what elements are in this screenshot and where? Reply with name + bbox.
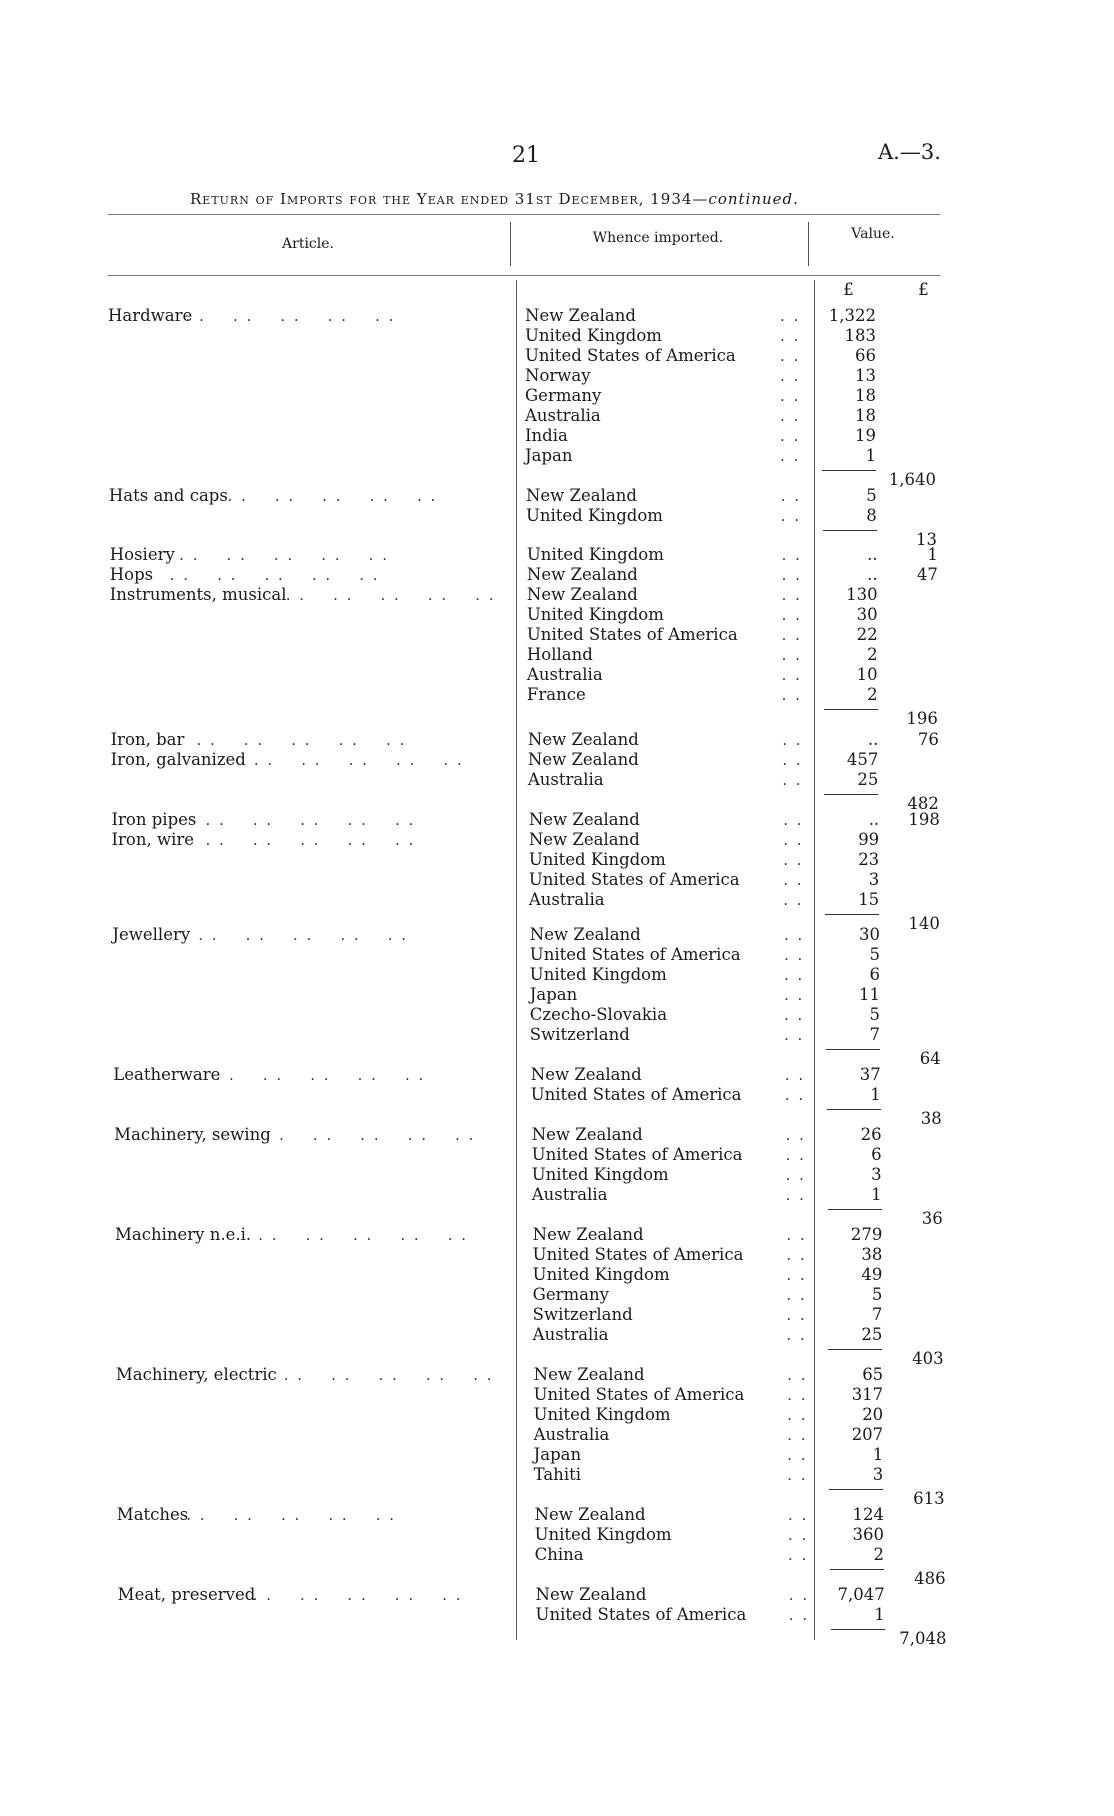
origin-country: Switzerland bbox=[529, 1025, 630, 1044]
origin-country: China bbox=[534, 1545, 584, 1564]
origin-country: United States of America bbox=[532, 1245, 744, 1264]
origin-value: 279 bbox=[850, 1225, 883, 1244]
article-name: Hats and caps bbox=[108, 486, 228, 505]
article-total: 76 bbox=[917, 730, 939, 749]
article-name: Machinery n.e.i. bbox=[115, 1225, 252, 1244]
origin-value: .. bbox=[867, 730, 879, 749]
column-header-whence: Whence imported. bbox=[592, 230, 724, 246]
origin-country: United States of America bbox=[528, 870, 740, 889]
article-total: 7,048 bbox=[899, 1629, 947, 1648]
article-total: 140 bbox=[908, 914, 940, 933]
origin-country: United Kingdom bbox=[526, 545, 664, 564]
origin-leader-dots: . . bbox=[781, 626, 802, 644]
origin-value: 26 bbox=[860, 1125, 882, 1144]
origin-leader-dots: . . bbox=[780, 447, 801, 465]
origin-leader-dots: . . bbox=[781, 666, 802, 684]
origin-country: United States of America bbox=[533, 1385, 745, 1404]
origin-country: Germany bbox=[532, 1285, 609, 1304]
origin-leader-dots: . . bbox=[787, 1466, 808, 1484]
origin-leader-dots: . . bbox=[783, 851, 804, 869]
origin-value: 30 bbox=[856, 605, 878, 624]
article-name: Instruments, musical bbox=[109, 585, 287, 604]
origin-leader-dots: . . bbox=[787, 1366, 808, 1384]
value-unit-right: £ bbox=[918, 280, 929, 300]
article-name: Meat, preserved bbox=[117, 1585, 256, 1604]
origin-country: New Zealand bbox=[525, 306, 636, 325]
origin-leader-dots: . . bbox=[786, 1306, 807, 1324]
article-name: Hops bbox=[109, 565, 154, 584]
origin-value: 1 bbox=[872, 1445, 884, 1464]
leader-dots: . . . . . . . . . . bbox=[205, 831, 416, 849]
origin-value: 1 bbox=[865, 446, 876, 465]
origin-value: 66 bbox=[855, 346, 876, 365]
article-name: Iron pipes bbox=[111, 810, 197, 829]
leader-dots: . . . . . . . . . . bbox=[186, 1506, 396, 1524]
origin-value: .. bbox=[867, 565, 878, 584]
leader-dots: . . . . . . . . . . bbox=[283, 1366, 494, 1384]
origin-country: United States of America bbox=[531, 1145, 743, 1164]
origin-value: 30 bbox=[859, 925, 880, 944]
subtotal-rule bbox=[826, 1049, 880, 1050]
origin-value: 13 bbox=[855, 366, 876, 385]
origin-country: New Zealand bbox=[534, 1505, 646, 1524]
origin-country: Norway bbox=[525, 366, 591, 385]
origin-value: 23 bbox=[858, 850, 880, 869]
leader-dots: . . . . . . . . . . bbox=[265, 1126, 476, 1144]
origin-country: United Kingdom bbox=[534, 1525, 672, 1544]
origin-country: Australia bbox=[532, 1325, 609, 1344]
origin-country: United States of America bbox=[530, 1085, 742, 1104]
origin-leader-dots: . . bbox=[788, 1546, 809, 1564]
origin-leader-dots: . . bbox=[781, 606, 802, 624]
origin-value: 10 bbox=[856, 665, 878, 684]
origin-country: New Zealand bbox=[533, 1365, 645, 1384]
origin-leader-dots: . . bbox=[782, 731, 803, 749]
origin-leader-dots: . . bbox=[786, 1326, 807, 1344]
origin-value: 22 bbox=[856, 625, 878, 644]
article-name: Machinery, electric bbox=[115, 1365, 277, 1384]
origin-leader-dots: . . bbox=[784, 1066, 806, 1084]
origin-value: 38 bbox=[861, 1245, 883, 1264]
leader-dots: . . . . . . . . . . bbox=[258, 1226, 469, 1244]
origin-value: 1 bbox=[871, 1185, 882, 1204]
subtotal-rule bbox=[828, 1209, 882, 1210]
origin-value: .. bbox=[867, 545, 878, 564]
origin-leader-dots: . . bbox=[783, 831, 804, 849]
origin-leader-dots: . . bbox=[785, 1186, 806, 1204]
origin-value: 20 bbox=[862, 1405, 884, 1424]
subtotal-rule bbox=[827, 1109, 881, 1110]
leader-dots: . . . . . . . . . . bbox=[205, 811, 416, 829]
origin-leader-dots: . . bbox=[787, 1406, 808, 1424]
origin-country: New Zealand bbox=[528, 810, 640, 829]
origin-value: 183 bbox=[844, 326, 876, 345]
origin-leader-dots: . . bbox=[787, 1426, 808, 1444]
origin-country: Australia bbox=[528, 890, 605, 909]
origin-leader-dots: . . bbox=[782, 771, 803, 789]
origin-leader-dots: . . bbox=[780, 327, 801, 345]
origin-leader-dots: . . bbox=[784, 926, 805, 944]
origin-leader-dots: . . bbox=[780, 407, 801, 425]
article-name: Iron, wire bbox=[111, 830, 195, 849]
origin-leader-dots: . . bbox=[784, 1026, 805, 1044]
origin-value: 1 bbox=[870, 1085, 881, 1104]
origin-country: New Zealand bbox=[530, 1065, 642, 1084]
origin-country: New Zealand bbox=[531, 1125, 643, 1144]
origin-value: 207 bbox=[851, 1425, 884, 1444]
origin-country: France bbox=[526, 685, 586, 704]
table-title-main: Return of Imports for the Year ended 31st December, 1934— bbox=[190, 190, 709, 208]
article-name: Machinery, sewing bbox=[114, 1125, 271, 1144]
origin-country: Switzerland bbox=[532, 1305, 633, 1324]
origin-value: 25 bbox=[857, 770, 879, 789]
origin-country: Japan bbox=[533, 1445, 582, 1464]
subtotal-rule bbox=[828, 1349, 882, 1350]
origin-country: New Zealand bbox=[526, 585, 638, 604]
article-total: 198 bbox=[908, 810, 940, 829]
article-total: 482 bbox=[907, 794, 939, 813]
subtotal-rule bbox=[825, 914, 879, 915]
origin-value: 2 bbox=[867, 645, 878, 664]
article-total: 613 bbox=[913, 1489, 945, 1508]
article-total: 64 bbox=[919, 1049, 941, 1068]
subtotal-rule bbox=[824, 794, 878, 795]
leader-dots: . . . . . . . . . . bbox=[215, 1066, 426, 1084]
article-total: 486 bbox=[914, 1569, 946, 1588]
origin-leader-dots: . . bbox=[782, 751, 803, 769]
origin-value: 37 bbox=[859, 1065, 881, 1084]
origin-leader-dots: . . bbox=[785, 1126, 806, 1144]
origin-value: 65 bbox=[862, 1365, 884, 1384]
column-header-article: Article. bbox=[282, 236, 334, 252]
origin-country: Tahiti bbox=[533, 1465, 581, 1484]
origin-leader-dots: . . bbox=[784, 946, 805, 964]
origin-value: 5 bbox=[866, 486, 877, 505]
origin-value: .. bbox=[868, 810, 880, 829]
origin-leader-dots: . . bbox=[783, 811, 804, 829]
origin-value: 5 bbox=[869, 1005, 880, 1024]
origin-value: 5 bbox=[871, 1285, 883, 1304]
article-name: Iron, galvanized bbox=[110, 750, 246, 769]
origin-country: India bbox=[525, 426, 568, 445]
origin-leader-dots: . . bbox=[786, 1246, 807, 1264]
origin-leader-dots: . . bbox=[786, 1266, 807, 1284]
subtotal-rule bbox=[823, 530, 877, 531]
leader-dots: . . . . . . . . . . bbox=[227, 487, 438, 505]
origin-value: 457 bbox=[846, 750, 879, 769]
origin-value: 7 bbox=[869, 1025, 880, 1044]
origin-country: Australia bbox=[531, 1185, 608, 1204]
origin-value: 2 bbox=[867, 685, 878, 704]
origin-country: Japan bbox=[525, 446, 573, 465]
article-total: 403 bbox=[912, 1349, 944, 1368]
article-name: Matches bbox=[116, 1505, 189, 1524]
origin-country: United States of America bbox=[526, 625, 738, 644]
origin-country: United Kingdom bbox=[529, 965, 667, 984]
origin-country: New Zealand bbox=[527, 750, 639, 769]
origin-value: 6 bbox=[871, 1145, 882, 1164]
origin-leader-dots: . . bbox=[783, 891, 804, 909]
origin-leader-dots: . . bbox=[780, 507, 802, 525]
article-total: 13 bbox=[915, 530, 937, 549]
origin-leader-dots: . . bbox=[784, 966, 805, 984]
origin-country: United Kingdom bbox=[533, 1405, 671, 1424]
origin-country: Australia bbox=[527, 770, 604, 789]
leader-dots: . . . . . . . . . . bbox=[198, 926, 408, 944]
leader-dots: . . . . . . . . . . bbox=[185, 307, 396, 325]
origin-value: 5 bbox=[869, 945, 880, 964]
origin-country: New Zealand bbox=[529, 925, 641, 944]
origin-leader-dots: . . bbox=[785, 1166, 806, 1184]
origin-country: United Kingdom bbox=[525, 506, 663, 525]
origin-leader-dots: . . bbox=[781, 586, 802, 604]
origin-country: Japan bbox=[529, 985, 578, 1004]
origin-leader-dots: . . bbox=[785, 1146, 806, 1164]
origin-leader-dots: . . bbox=[788, 1586, 810, 1604]
origin-leader-dots: . . bbox=[781, 566, 802, 584]
origin-country: Australia bbox=[525, 406, 601, 425]
article-name: Hardware bbox=[108, 306, 193, 325]
origin-country: United Kingdom bbox=[532, 1265, 670, 1284]
article-total: 1 bbox=[927, 545, 938, 564]
page-number: 21 bbox=[512, 143, 540, 168]
origin-value: 3 bbox=[872, 1465, 884, 1484]
origin-country: United States of America bbox=[529, 945, 741, 964]
origin-value: 99 bbox=[858, 830, 880, 849]
origin-value: 7 bbox=[871, 1305, 883, 1324]
origin-country: Czecho-Slovakia bbox=[529, 1005, 668, 1024]
origin-value: 1 bbox=[874, 1605, 885, 1624]
origin-leader-dots: . . bbox=[788, 1606, 810, 1624]
article-name: Iron, bar bbox=[110, 730, 185, 749]
origin-leader-dots: . . bbox=[783, 871, 804, 889]
subtotal-rule bbox=[829, 1489, 883, 1490]
origin-country: United Kingdom bbox=[531, 1165, 669, 1184]
article-total: 36 bbox=[921, 1209, 943, 1228]
origin-country: New Zealand bbox=[528, 830, 640, 849]
origin-leader-dots: . . bbox=[786, 1226, 807, 1244]
origin-country: United Kingdom bbox=[526, 605, 664, 624]
origin-value: 2 bbox=[873, 1545, 884, 1564]
origin-leader-dots: . . bbox=[784, 1006, 805, 1024]
origin-value: 124 bbox=[852, 1505, 884, 1524]
leader-dots: . . . . . . . . . . bbox=[253, 751, 464, 769]
origin-leader-dots: . . bbox=[784, 986, 805, 1004]
origin-country: United States of America bbox=[525, 346, 736, 365]
origin-country: Germany bbox=[525, 386, 602, 405]
origin-leader-dots: . . bbox=[786, 1286, 807, 1304]
origin-country: New Zealand bbox=[526, 565, 638, 584]
origin-value: 360 bbox=[852, 1525, 884, 1544]
leader-dots: . . . . . . . . . . bbox=[285, 586, 496, 604]
origin-leader-dots: . . bbox=[781, 646, 802, 664]
origin-country: Australia bbox=[533, 1425, 610, 1444]
origin-country: United Kingdom bbox=[528, 850, 666, 869]
origin-value: 49 bbox=[861, 1265, 883, 1284]
value-unit-left: £ bbox=[843, 280, 854, 300]
article-name: Hosiery bbox=[109, 545, 175, 564]
article-total: 196 bbox=[906, 709, 938, 728]
origin-value: 11 bbox=[859, 985, 880, 1004]
article-total: 38 bbox=[920, 1109, 942, 1128]
origin-leader-dots: . . bbox=[780, 387, 801, 405]
leader-dots: . . . . . . . . . . bbox=[169, 566, 380, 584]
subtotal-rule bbox=[831, 1629, 885, 1630]
origin-leader-dots: . . bbox=[787, 1446, 808, 1464]
origin-country: United Kingdom bbox=[525, 326, 662, 345]
origin-value: 3 bbox=[871, 1165, 882, 1184]
origin-value: 18 bbox=[855, 406, 876, 425]
article-name: Jewellery bbox=[112, 925, 191, 944]
origin-leader-dots: . . bbox=[780, 347, 801, 365]
subtotal-rule bbox=[824, 709, 878, 710]
origin-country: New Zealand bbox=[535, 1585, 647, 1604]
origin-leader-dots: . . bbox=[780, 427, 801, 445]
origin-leader-dots: . . bbox=[781, 546, 802, 564]
table-title-continued: continued. bbox=[708, 190, 799, 208]
article-total: 47 bbox=[916, 565, 938, 584]
origin-leader-dots: . . bbox=[780, 367, 801, 385]
document-reference: A.—3. bbox=[878, 140, 941, 164]
origin-country: New Zealand bbox=[527, 730, 639, 749]
leader-dots: . . . . . . . . . . bbox=[252, 1586, 463, 1604]
origin-value: 3 bbox=[868, 870, 880, 889]
origin-value: 18 bbox=[855, 386, 876, 405]
origin-leader-dots: . . bbox=[784, 1086, 806, 1104]
origin-value: 6 bbox=[869, 965, 880, 984]
origin-country: New Zealand bbox=[532, 1225, 644, 1244]
origin-value: 25 bbox=[861, 1325, 883, 1344]
origin-value: 130 bbox=[846, 585, 878, 604]
column-header-value: Value. bbox=[851, 226, 895, 242]
origin-leader-dots: . . bbox=[788, 1526, 809, 1544]
origin-country: Holland bbox=[526, 645, 593, 664]
origin-value: 1,322 bbox=[828, 306, 876, 325]
leader-dots: . . . . . . . . . . bbox=[196, 731, 407, 749]
origin-country: New Zealand bbox=[525, 486, 637, 505]
origin-value: 317 bbox=[851, 1385, 884, 1404]
origin-leader-dots: . . bbox=[780, 487, 802, 505]
origin-leader-dots: . . bbox=[780, 307, 801, 325]
origin-value: 15 bbox=[858, 890, 880, 909]
origin-value: 8 bbox=[866, 506, 877, 525]
origin-value: 19 bbox=[855, 426, 876, 445]
subtotal-rule bbox=[822, 470, 876, 471]
article-name: Leatherware bbox=[113, 1065, 221, 1084]
origin-leader-dots: . . bbox=[781, 686, 802, 704]
leader-dots: . . . . . . . . . . bbox=[179, 546, 389, 564]
origin-value: 7,047 bbox=[837, 1585, 885, 1604]
subtotal-rule bbox=[830, 1569, 884, 1570]
origin-leader-dots: . . bbox=[788, 1506, 809, 1524]
origin-country: United States of America bbox=[535, 1605, 747, 1624]
origin-country: Australia bbox=[526, 665, 603, 684]
origin-leader-dots: . . bbox=[787, 1386, 808, 1404]
article-total: 1,640 bbox=[888, 470, 936, 489]
